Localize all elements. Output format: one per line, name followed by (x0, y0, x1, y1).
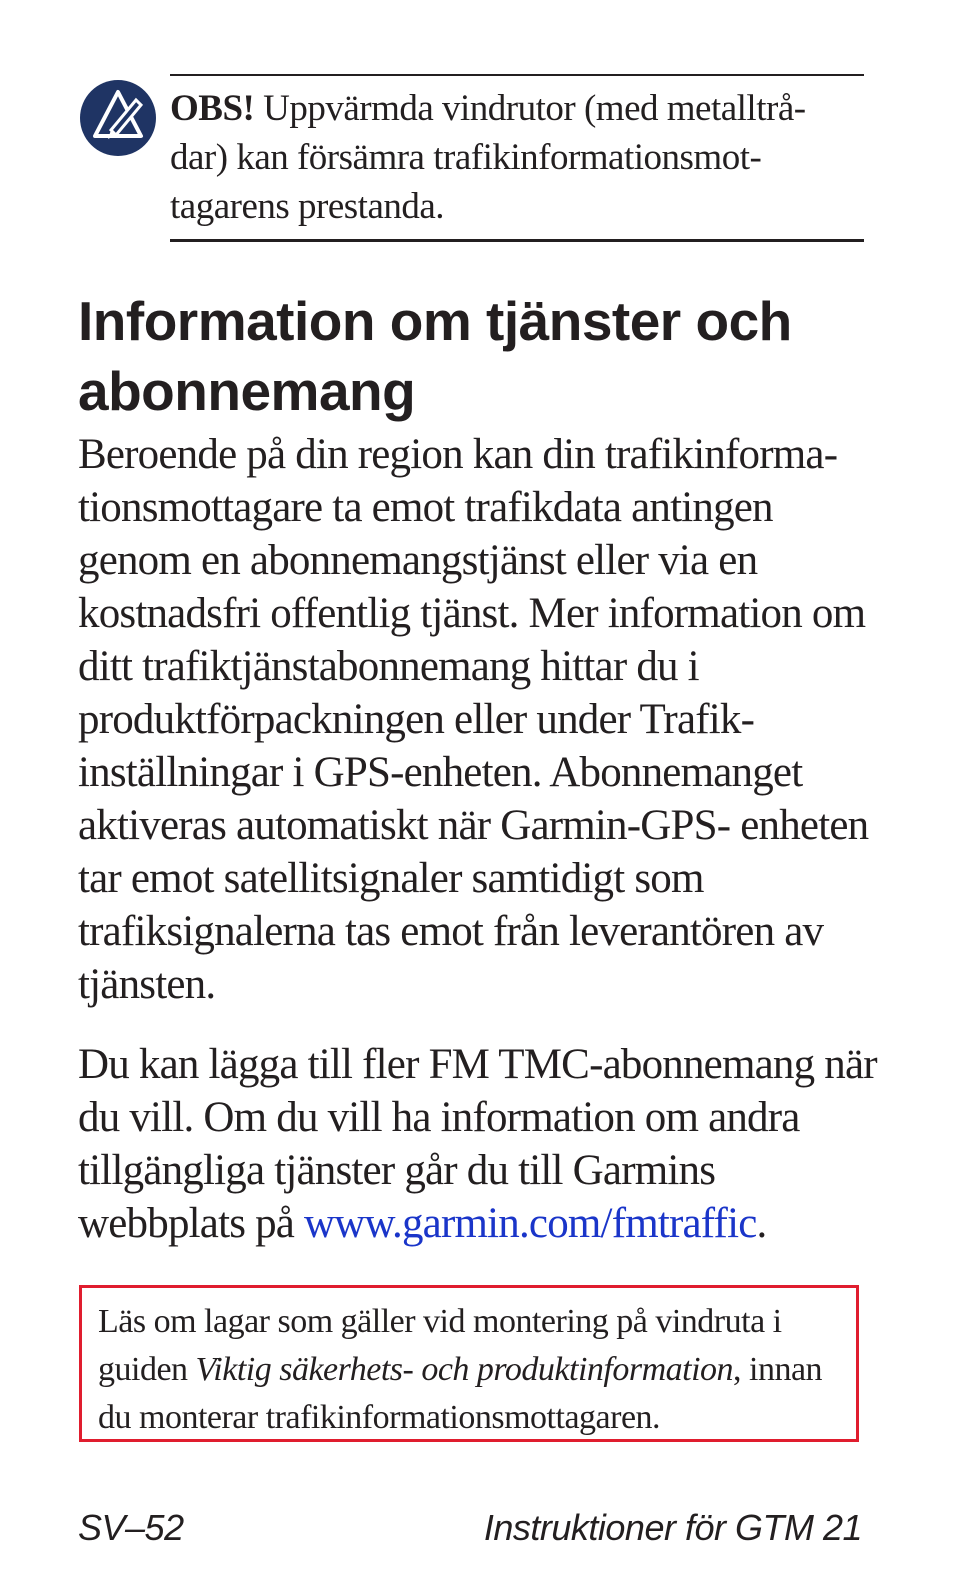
note-text (170, 74, 864, 242)
warning-text-before: Läs om lagar som gäller vid montering på vindruta i guiden (98, 1303, 782, 1388)
paragraph-region-info: Beroende på din region kan din trafikinforma- tionsmottagare ta emot trafikdata antingen genom en abonnemangstjänst eller via en kostnadsfri offentlig tjänst. Mer information om ditt trafiktjänstabonnemang hittar du i produktförpackningen eller under Trafik- inställningar i GPS-enheten. Abonnemanget aktiveras automatiskt när Garmin-GPS- enheten tar emot satellitsignaler samtidigt som trafiksignalerna tas emot från leverantören av tjänsten. (78, 431, 869, 1008)
manual-title: Instruktioner för GTM 21 (483, 1507, 862, 1548)
note-label: OBS! (170, 88, 255, 129)
section-heading: Information om tjänster och abonnemang (78, 290, 792, 422)
paragraph-subscriptions (78, 1038, 878, 1250)
paragraph-end-punct: . (756, 1200, 767, 1247)
garmin-fmtraffic-link[interactable]: www.garmin.com/fmtraffic (304, 1200, 757, 1247)
paragraph-subscriptions-text: Du kan lägga till fler FM TMC-abonnemang när du vill. Om du vill ha information om andra tillgängliga tjänster går du till Garmins webbplats på (78, 1041, 877, 1247)
warning-box (79, 1285, 859, 1442)
warning-guide-title: Viktig säkerhets- och produktinformation (195, 1351, 734, 1388)
page-number: SV–52 (78, 1507, 184, 1548)
note-content: Uppvärmda vindrutor (med metalltrå- dar) kan försämra trafikinformationsmot- tagarens prestanda. (170, 88, 806, 227)
warning-text-after: , innan du monterar trafikinformationsmottagaren. (98, 1351, 823, 1436)
note-pencil-triangle-icon (78, 78, 158, 158)
